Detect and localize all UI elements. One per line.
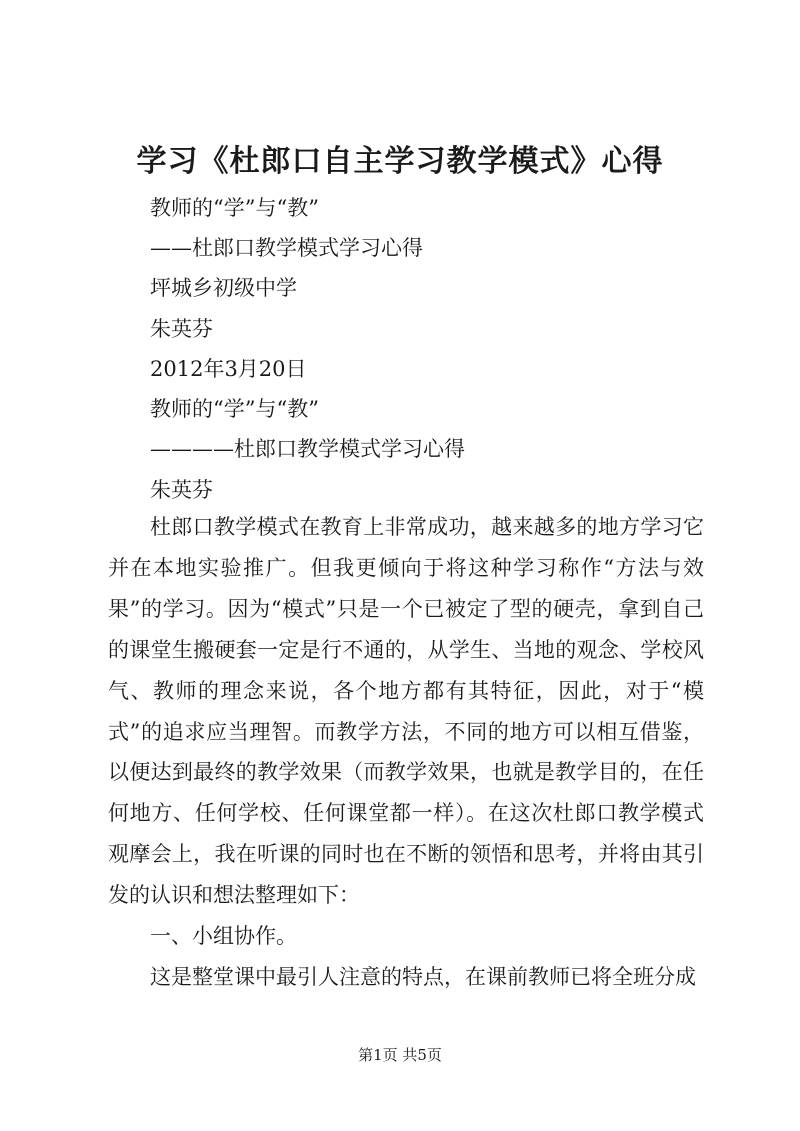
repeated-author-name: 朱英芬 <box>150 478 213 502</box>
subtitle-subline: ——杜郎口教学模式学习心得 <box>150 236 423 260</box>
document-title: 学习《杜郎口自主学习教学模式》心得 <box>136 144 664 179</box>
subtitle-line: 教师的“学”与“教” <box>150 196 319 220</box>
page-footer: 第1页 共5页 <box>358 1046 442 1064</box>
repeated-subtitle-subline: ————杜郎口教学模式学习心得 <box>150 437 465 461</box>
section-heading: 一、小组协作。 <box>150 924 297 949</box>
author-name: 朱英芬 <box>150 317 213 341</box>
document-body <box>108 507 704 998</box>
school-name: 坪城乡初级中学 <box>150 276 297 300</box>
body-paragraph: 杜郎口教学模式在教育上非常成功，越来越多的地方学习它并在本地实验推广。但我更倾向于将这种学习称作“方法与效果”的学习。因为“模式”只是一个已被定了型的硬壳，拿到自己的课堂生搬硬套一定是行不通的，从学生、当地的观念、学校风气、教师的理念来说，各个地方都有其特征，因此，对于“模式”的追求应当理智。而教学方法，不同的地方可以相互借鉴，以便达到最终的教学效果（而教学效果，也就是教学目的，在任何地方、任何学校、任何课堂都一样）。在这次杜郎口教学模式观摩会上，我在听课的同时也在不断的领悟和思考，并将由其引发的认识和想法整理如下： <box>108 515 704 908</box>
repeated-subtitle-line: 教师的“学”与“教” <box>150 397 319 421</box>
document-date: 2012年3月20日 <box>150 357 307 381</box>
body-paragraph: 这是整堂课中最引人注意的特点，在课前教师已将全班分成 <box>150 964 696 989</box>
